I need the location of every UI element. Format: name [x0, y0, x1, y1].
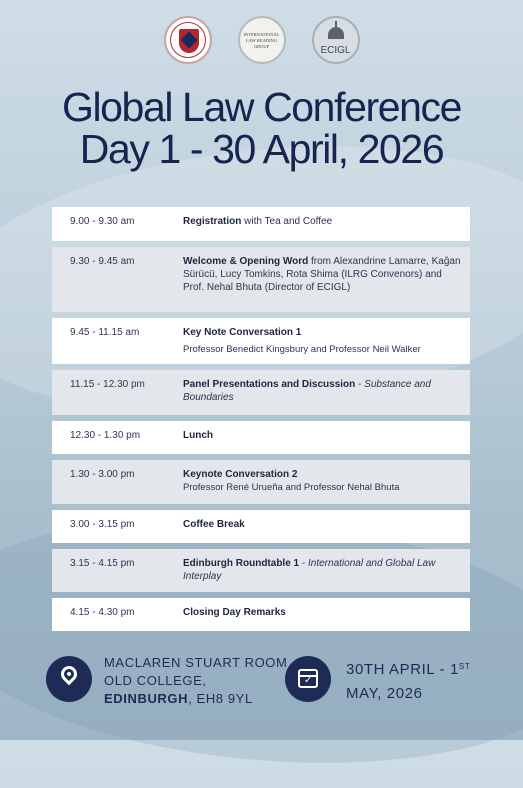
schedule-row — [52, 549, 470, 592]
logo-bar — [0, 16, 523, 64]
session-title: Keynote Conversation 2 — [183, 469, 298, 480]
location-pin-icon — [46, 656, 92, 702]
session-time: 3.00 - 3.15 pm — [70, 519, 135, 530]
session-subtitle: International and Global Law Interplay — [183, 558, 436, 582]
session-description — [183, 468, 470, 504]
schedule-row — [52, 460, 470, 504]
dates-line-2: MAY, 2026 — [346, 685, 423, 702]
session-separator: - — [355, 379, 365, 390]
venue-city: EDINBURGH — [104, 691, 189, 706]
session-time: 1.30 - 3.00 pm — [70, 469, 135, 480]
session-detail: from Alexandrine Lamarre, Kağan Sürücü, Lucy Tomkins, Rota Shima (ILRG Convenors) and Prof. Nehal Bhuta (Director of ECIGL) — [183, 256, 461, 293]
calendar-check-icon — [285, 656, 331, 702]
venue-line-1: MACLAREN STUART ROOM — [104, 655, 288, 670]
session-speakers: Professor René Urueña and Professor Nehal Bhuta — [183, 482, 400, 493]
event-footer — [0, 650, 523, 720]
session-separator: - — [299, 558, 308, 569]
schedule-table — [52, 207, 470, 637]
schedule-row — [52, 370, 470, 415]
session-description — [183, 606, 470, 631]
dates-ordinal: ST — [458, 662, 471, 671]
session-description — [183, 429, 470, 454]
session-subtitle: Substance and Boundaries — [183, 379, 431, 403]
schedule-row — [52, 510, 470, 543]
ecigl-logo — [312, 16, 360, 64]
session-title: Coffee Break — [183, 519, 245, 530]
session-time: 3.15 - 4.15 pm — [70, 558, 135, 569]
session-title: Welcome & Opening Word — [183, 256, 309, 267]
ilrg-logo-text: INTERNATIONAL LAW READING GROUP — [243, 32, 280, 49]
university-of-edinburgh-logo — [164, 16, 212, 64]
dates-start: 30TH APRIL - 1 — [346, 661, 459, 678]
session-title: Lunch — [183, 430, 213, 441]
session-description — [183, 255, 470, 312]
session-title: Registration — [183, 216, 242, 227]
schedule-row — [52, 318, 470, 364]
session-description — [183, 557, 470, 592]
session-time: 4.15 - 4.30 pm — [70, 607, 135, 618]
session-time: 9.00 - 9.30 am — [70, 216, 135, 227]
event-dates — [346, 658, 470, 706]
session-title: Panel Presentations and Discussion — [183, 379, 356, 390]
session-description — [183, 326, 470, 364]
schedule-row — [52, 421, 470, 454]
schedule-row — [52, 207, 470, 241]
session-detail: with Tea and Coffee — [241, 216, 333, 227]
ilrg-logo — [238, 16, 286, 64]
schedule-row — [52, 247, 470, 312]
session-time: 12.30 - 1.30 pm — [70, 430, 141, 441]
session-title: Closing Day Remarks — [183, 607, 286, 618]
session-title: Edinburgh Roundtable 1 — [183, 558, 300, 569]
title-line-1: Global Law Conference — [61, 84, 462, 130]
dome-icon — [328, 27, 344, 39]
session-description — [183, 215, 470, 241]
session-description — [183, 378, 470, 415]
session-title: Key Note Conversation 1 — [183, 327, 302, 338]
session-time: 11.15 - 12.30 pm — [70, 379, 145, 390]
session-speakers: Professor Benedict Kingsbury and Professor Neil Walker — [183, 344, 421, 355]
venue-address — [104, 654, 287, 708]
page-title — [0, 86, 523, 170]
session-time: 9.45 - 11.15 am — [70, 327, 140, 338]
crest-shield-icon — [179, 29, 199, 53]
venue-postcode: , EH8 9YL — [188, 691, 253, 706]
session-description — [183, 518, 470, 543]
session-time: 9.30 - 9.45 am — [70, 256, 135, 267]
venue-line-2: OLD COLLEGE, — [104, 673, 207, 688]
title-line-2: Day 1 - 30 April, 2026 — [79, 126, 444, 172]
dates-line-1 — [346, 658, 470, 682]
schedule-row — [52, 598, 470, 631]
venue-line-3 — [104, 690, 287, 708]
ecigl-logo-text: ECIGL — [320, 45, 351, 56]
